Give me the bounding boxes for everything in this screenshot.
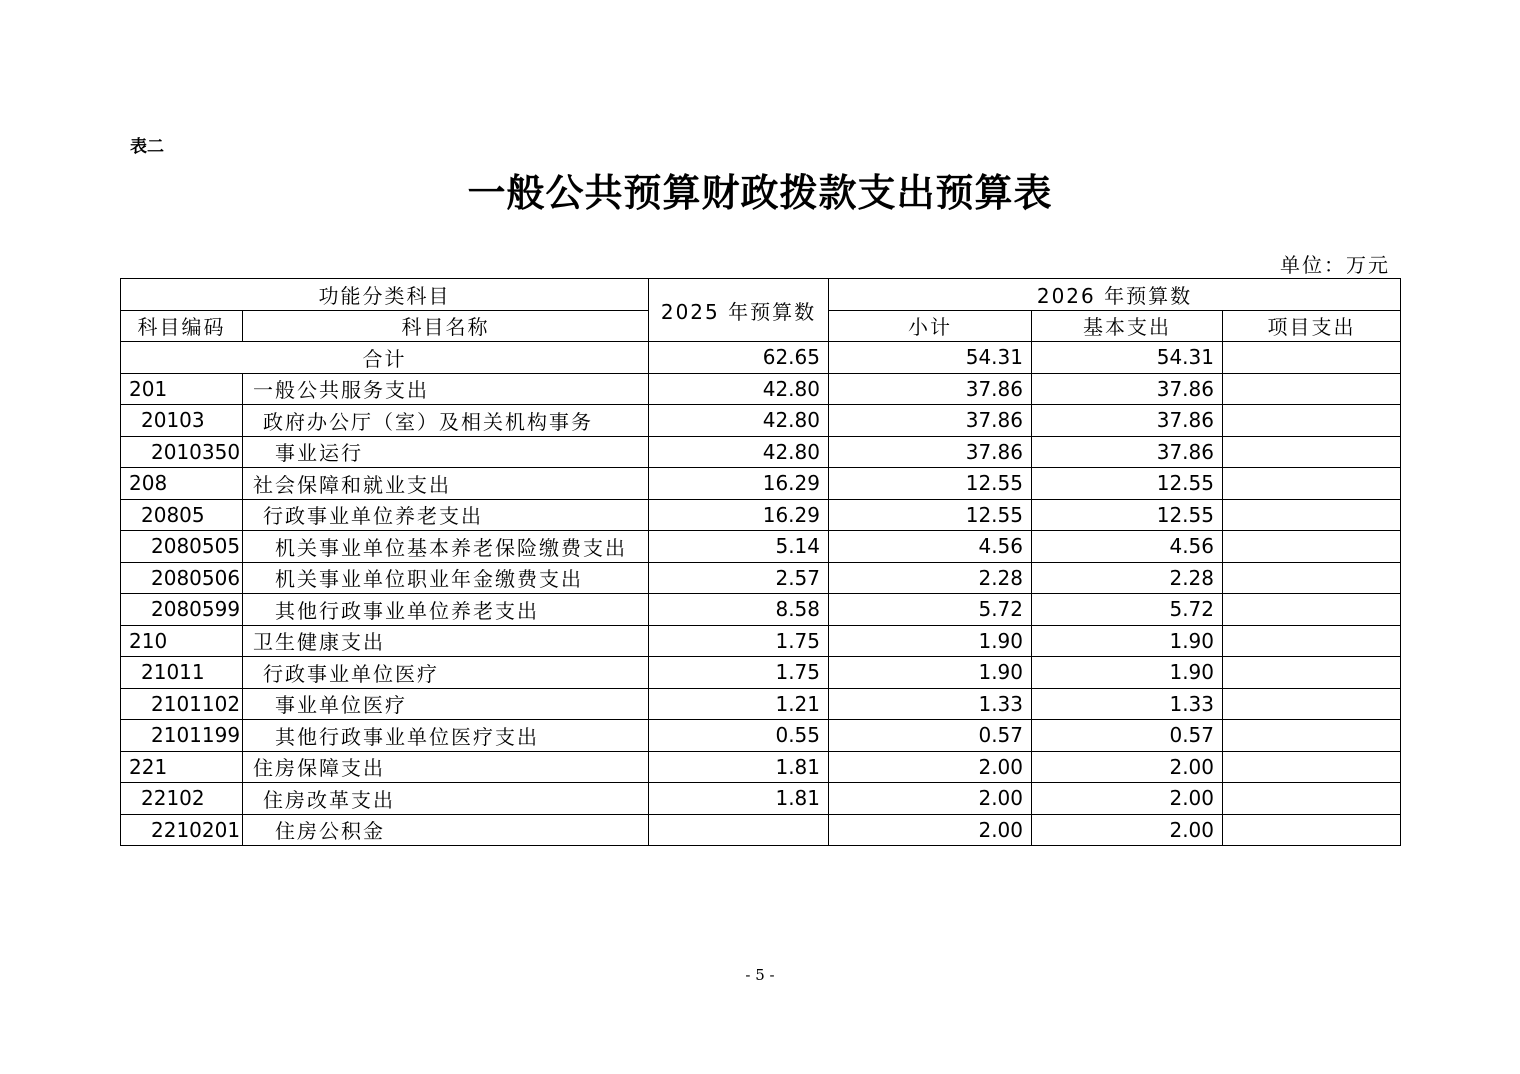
row-project (1223, 814, 1401, 846)
row-project (1223, 688, 1401, 720)
row-name: 住房保障支出 (243, 751, 649, 783)
row-name: 社会保障和就业支出 (243, 468, 649, 500)
row-subtotal: 1.33 (829, 688, 1032, 720)
row-name: 机关事业单位基本养老保险缴费支出 (243, 531, 649, 563)
row-code: 2101199 (121, 720, 243, 752)
row-basic: 1.90 (1032, 625, 1223, 657)
header-subtotal: 小计 (829, 310, 1032, 342)
table-row (121, 436, 1401, 468)
row-name: 机关事业单位职业年金缴费支出 (243, 562, 649, 594)
row-project (1223, 405, 1401, 437)
row-budget-2025: 1.75 (649, 657, 829, 689)
row-name: 其他行政事业单位医疗支出 (243, 720, 649, 752)
row-code: 20103 (121, 405, 243, 437)
row-code: 2080506 (121, 562, 243, 594)
row-project (1223, 625, 1401, 657)
table-row (121, 594, 1401, 626)
header-budget-2025: 2025 年预算数 (649, 279, 829, 342)
row-basic: 1.90 (1032, 657, 1223, 689)
row-basic: 37.86 (1032, 405, 1223, 437)
table-row (121, 688, 1401, 720)
row-basic: 5.72 (1032, 594, 1223, 626)
row-project (1223, 436, 1401, 468)
row-subtotal: 37.86 (829, 405, 1032, 437)
row-code: 210 (121, 625, 243, 657)
row-code: 22102 (121, 783, 243, 815)
row-budget-2025: 16.29 (649, 499, 829, 531)
row-name: 住房公积金 (243, 814, 649, 846)
header-function-category: 功能分类科目 (121, 279, 649, 311)
row-budget-2025 (649, 814, 829, 846)
row-budget-2025: 16.29 (649, 468, 829, 500)
row-name: 事业运行 (243, 436, 649, 468)
row-basic: 4.56 (1032, 531, 1223, 563)
table-row (121, 657, 1401, 689)
row-code: 21011 (121, 657, 243, 689)
row-code: 2080505 (121, 531, 243, 563)
row-name: 行政事业单位养老支出 (243, 499, 649, 531)
table-row (121, 625, 1401, 657)
row-name: 一般公共服务支出 (243, 373, 649, 405)
row-budget-2025: 42.80 (649, 373, 829, 405)
row-subtotal: 1.90 (829, 625, 1032, 657)
row-budget-2025: 0.55 (649, 720, 829, 752)
row-name: 事业单位医疗 (243, 688, 649, 720)
row-subtotal: 12.55 (829, 499, 1032, 531)
row-subtotal: 1.90 (829, 657, 1032, 689)
row-budget-2025: 1.81 (649, 751, 829, 783)
total-basic: 54.31 (1032, 342, 1223, 374)
row-code: 208 (121, 468, 243, 500)
row-basic: 12.55 (1032, 499, 1223, 531)
row-project (1223, 594, 1401, 626)
row-basic: 37.86 (1032, 436, 1223, 468)
row-project (1223, 562, 1401, 594)
table-row (121, 531, 1401, 563)
row-name: 政府办公厅（室）及相关机构事务 (243, 405, 649, 437)
table-row (121, 499, 1401, 531)
row-subtotal: 2.00 (829, 783, 1032, 815)
header-project: 项目支出 (1223, 310, 1401, 342)
row-budget-2025: 1.21 (649, 688, 829, 720)
row-code: 20805 (121, 499, 243, 531)
row-name: 行政事业单位医疗 (243, 657, 649, 689)
table-row (121, 562, 1401, 594)
row-project (1223, 783, 1401, 815)
table-row (121, 720, 1401, 752)
header-code: 科目编码 (121, 310, 243, 342)
row-project (1223, 373, 1401, 405)
header-name: 科目名称 (243, 310, 649, 342)
page-number: - 5 - (745, 966, 775, 984)
row-subtotal: 0.57 (829, 720, 1032, 752)
row-code: 201 (121, 373, 243, 405)
row-basic: 1.33 (1032, 688, 1223, 720)
row-subtotal: 12.55 (829, 468, 1032, 500)
table-row (121, 405, 1401, 437)
total-project (1223, 342, 1401, 374)
row-basic: 2.00 (1032, 751, 1223, 783)
row-project (1223, 657, 1401, 689)
header-basic: 基本支出 (1032, 310, 1223, 342)
row-subtotal: 5.72 (829, 594, 1032, 626)
page-title: 一般公共预算财政拨款支出预算表 (467, 170, 1053, 215)
row-budget-2025: 42.80 (649, 436, 829, 468)
row-project (1223, 499, 1401, 531)
row-name: 卫生健康支出 (243, 625, 649, 657)
row-project (1223, 751, 1401, 783)
row-code: 221 (121, 751, 243, 783)
row-code: 2210201 (121, 814, 243, 846)
table-row (121, 814, 1401, 846)
row-subtotal: 4.56 (829, 531, 1032, 563)
row-budget-2025: 8.58 (649, 594, 829, 626)
row-code: 2080599 (121, 594, 243, 626)
row-subtotal: 2.28 (829, 562, 1032, 594)
total-label: 合计 (121, 342, 649, 374)
table-row (121, 373, 1401, 405)
row-name: 其他行政事业单位养老支出 (243, 594, 649, 626)
header-budget-2026: 2026 年预算数 (829, 279, 1401, 311)
row-subtotal: 2.00 (829, 814, 1032, 846)
row-subtotal: 2.00 (829, 751, 1032, 783)
row-budget-2025: 2.57 (649, 562, 829, 594)
row-basic: 2.28 (1032, 562, 1223, 594)
row-budget-2025: 1.75 (649, 625, 829, 657)
total-subtotal: 54.31 (829, 342, 1032, 374)
row-subtotal: 37.86 (829, 373, 1032, 405)
row-name: 住房改革支出 (243, 783, 649, 815)
header-row-1 (121, 279, 1401, 311)
unit-label: 单位：万元 (1280, 253, 1390, 277)
row-code: 2101102 (121, 688, 243, 720)
row-code: 2010350 (121, 436, 243, 468)
total-budget-2025: 62.65 (649, 342, 829, 374)
row-basic: 37.86 (1032, 373, 1223, 405)
row-project (1223, 720, 1401, 752)
table-row (121, 468, 1401, 500)
total-row (121, 342, 1401, 374)
budget-table (120, 278, 1401, 846)
row-project (1223, 468, 1401, 500)
table-row (121, 783, 1401, 815)
row-project (1223, 531, 1401, 563)
row-basic: 2.00 (1032, 814, 1223, 846)
row-budget-2025: 42.80 (649, 405, 829, 437)
table-label: 表二 (130, 137, 164, 157)
row-budget-2025: 1.81 (649, 783, 829, 815)
table-row (121, 751, 1401, 783)
row-basic: 12.55 (1032, 468, 1223, 500)
row-budget-2025: 5.14 (649, 531, 829, 563)
row-subtotal: 37.86 (829, 436, 1032, 468)
row-basic: 0.57 (1032, 720, 1223, 752)
row-basic: 2.00 (1032, 783, 1223, 815)
